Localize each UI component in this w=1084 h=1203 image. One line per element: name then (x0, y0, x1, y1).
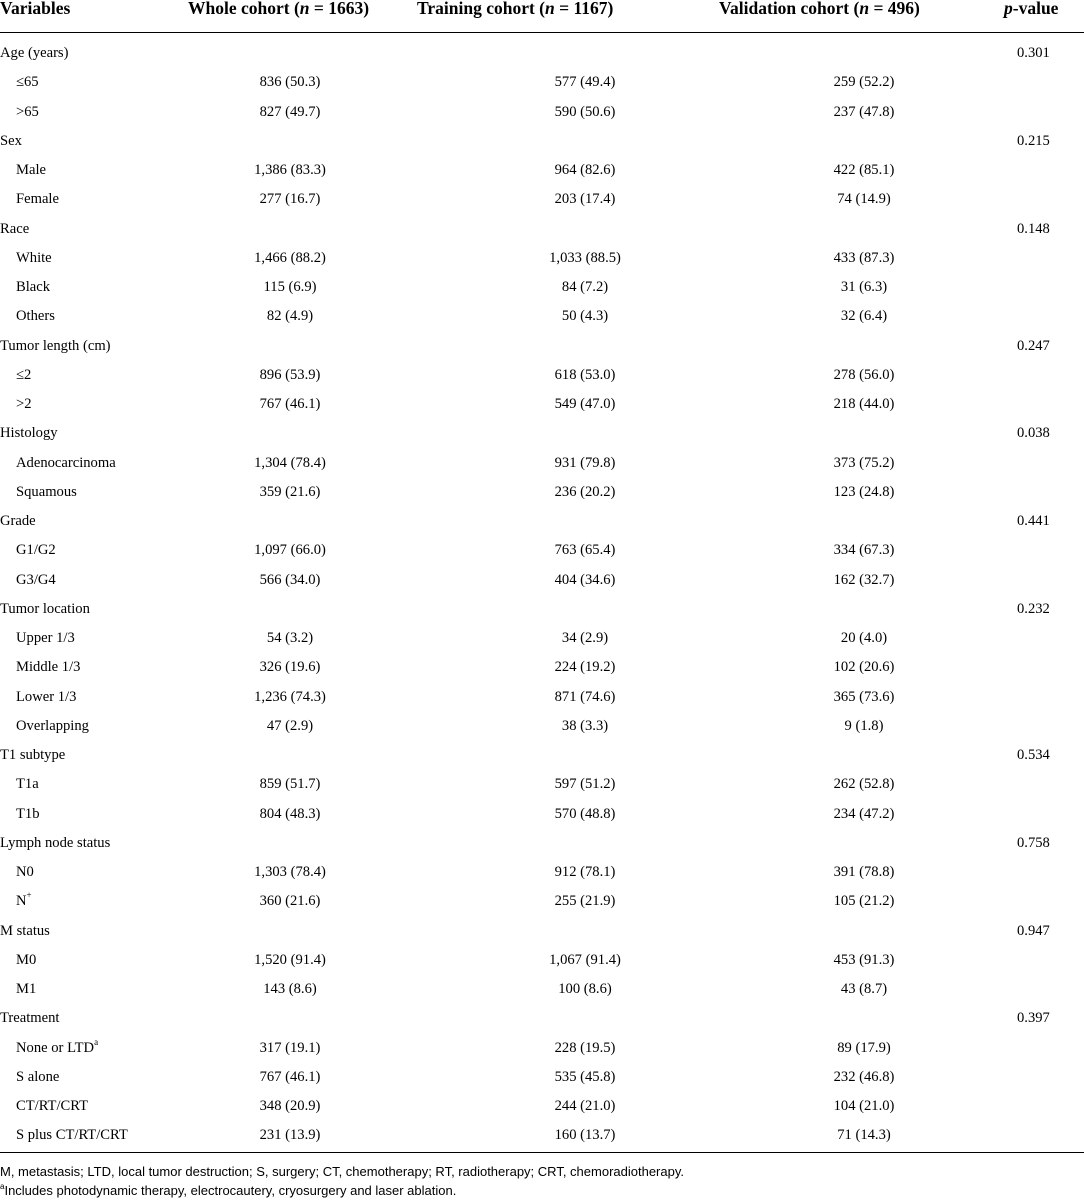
cell-whole-cohort: 1,303 (78.4) (254, 864, 326, 880)
cell-training-cohort: 597 (51.2) (554, 776, 616, 793)
cell-whole-cohort: 360 (21.6) (259, 893, 321, 910)
row-label (16, 718, 89, 735)
table-row (0, 536, 1084, 565)
bottom-rule (0, 1152, 1084, 1153)
row-label (16, 484, 77, 501)
row-label (16, 659, 80, 676)
cell-validation-cohort: 162 (32.7) (833, 571, 895, 588)
table-body (0, 39, 1084, 1151)
row-label-superscript: + (26, 890, 32, 901)
table-row (0, 361, 1084, 390)
footnote-a-marker: a (0, 1181, 5, 1191)
cell-training-cohort: 912 (78.1) (554, 864, 616, 880)
table-row (0, 185, 1084, 214)
cell-whole-cohort: 827 (49.7) (259, 103, 321, 120)
row-label-text: T1a (16, 776, 39, 793)
row-label (16, 1127, 128, 1144)
cell-validation-cohort: 433 (87.3) (833, 249, 895, 266)
cell-training-cohort: 160 (13.7) (554, 1127, 616, 1144)
cell-training-cohort: 50 (4.3) (561, 308, 609, 325)
cell-whole-cohort: 1,236 (74.3) (254, 688, 326, 705)
table-row (0, 566, 1084, 595)
cell-whole-cohort: 1,304 (78.4) (254, 454, 326, 471)
cell-training-cohort: 1,067 (91.4) (549, 951, 621, 968)
cell-p-value: 0.148 (1017, 220, 1050, 237)
table-row (0, 244, 1084, 273)
cell-validation-cohort: 237 (47.8) (833, 103, 895, 120)
cell-whole-cohort: 1,520 (91.4) (254, 951, 326, 968)
row-label-text: None or LTD (16, 1039, 95, 1056)
cell-validation-cohort: 105 (21.2) (833, 893, 895, 910)
row-label-text: Tumor location (0, 600, 90, 617)
row-label (0, 601, 90, 618)
cell-validation-cohort: 453 (91.3) (833, 951, 895, 968)
cell-whole-cohort: 54 (3.2) (266, 630, 314, 646)
row-label-text: M1 (16, 981, 37, 997)
row-label-text: Upper 1/3 (16, 630, 75, 646)
cell-whole-cohort: 1,097 (66.0) (254, 542, 326, 559)
cell-training-cohort: 38 (3.3) (561, 717, 609, 734)
cell-validation-cohort: 32 (6.4) (840, 308, 888, 325)
row-label-text: Grade (0, 513, 36, 529)
cell-validation-cohort: 422 (85.1) (833, 162, 895, 178)
row-label (0, 747, 65, 764)
table-row (0, 156, 1084, 185)
cell-validation-cohort: 102 (20.6) (833, 659, 895, 676)
cell-whole-cohort: 896 (53.9) (259, 366, 321, 383)
row-label (16, 279, 50, 296)
row-label (16, 630, 75, 647)
row-label (0, 835, 110, 852)
row-label-text: G3/G4 (16, 571, 56, 588)
table-row (0, 478, 1084, 507)
row-label-text: M0 (16, 951, 37, 968)
row-label-text: >2 (16, 396, 32, 412)
cell-training-cohort: 763 (65.4) (554, 542, 616, 559)
cell-training-cohort: 618 (53.0) (554, 366, 616, 383)
row-label (16, 191, 59, 208)
table-group-row (0, 917, 1084, 946)
row-label-text: S plus CT/RT/CRT (16, 1127, 128, 1144)
cell-whole-cohort: 1,466 (88.2) (254, 249, 326, 266)
cell-whole-cohort: 859 (51.7) (259, 776, 321, 793)
cell-whole-cohort: 836 (50.3) (259, 74, 321, 91)
row-label (16, 162, 46, 179)
row-label (0, 425, 58, 442)
table-row (0, 683, 1084, 712)
row-label-text: Lower 1/3 (16, 688, 77, 705)
cell-p-value: 0.397 (1017, 1010, 1050, 1027)
row-label-text: S alone (16, 1068, 60, 1085)
cell-p-value: 0.947 (1017, 922, 1050, 939)
row-label-text: ≤65 (16, 74, 39, 91)
row-label-text: M status (0, 922, 50, 939)
table-group-row (0, 127, 1084, 156)
row-label (16, 455, 116, 472)
cell-training-cohort: 224 (19.2) (554, 659, 616, 676)
row-label (16, 689, 76, 706)
row-label-superscript: a (94, 1036, 99, 1047)
cell-whole-cohort: 359 (21.6) (259, 483, 321, 500)
table-row (0, 302, 1084, 331)
row-label-text: Others (16, 308, 55, 325)
cell-whole-cohort: 277 (16.7) (259, 191, 321, 208)
cell-training-cohort: 236 (20.2) (554, 483, 616, 500)
table-group-row (0, 332, 1084, 361)
cell-p-value: 0.215 (1017, 132, 1050, 149)
table-group-row (0, 829, 1084, 858)
cell-training-cohort: 590 (50.6) (554, 103, 616, 120)
cell-whole-cohort: 348 (20.9) (259, 1098, 321, 1114)
table-group-row (0, 507, 1084, 536)
row-label (16, 1098, 88, 1115)
cell-p-value: 0.534 (1017, 747, 1050, 763)
row-label-text: Male (16, 162, 46, 178)
cell-whole-cohort: 82 (4.9) (266, 308, 314, 325)
row-label-text: Histology (0, 425, 58, 442)
cell-whole-cohort: 115 (6.9) (263, 279, 317, 295)
row-label-text: Treatment (0, 1010, 60, 1027)
cell-training-cohort: 404 (34.6) (554, 571, 616, 588)
cell-training-cohort: 34 (2.9) (561, 630, 609, 646)
cell-p-value: 0.038 (1017, 425, 1050, 442)
cell-training-cohort: 255 (21.9) (554, 893, 616, 910)
header-rule (0, 32, 1084, 33)
cell-validation-cohort: 31 (6.3) (840, 279, 888, 295)
cell-training-cohort: 228 (19.5) (554, 1039, 616, 1056)
row-label (16, 396, 32, 413)
row-label-text: N0 (16, 864, 34, 880)
row-label-text: N (16, 893, 27, 910)
row-label-text: Middle 1/3 (16, 659, 81, 676)
cell-training-cohort: 535 (45.8) (554, 1068, 616, 1085)
cell-training-cohort: 100 (8.6) (558, 981, 612, 997)
cell-p-value: 0.247 (1017, 337, 1050, 354)
cell-whole-cohort: 47 (2.9) (266, 717, 314, 734)
footnote-a-text: Includes photodynamic therapy, electrocautery, cryosurgery and laser ablation. (4, 1183, 457, 1198)
row-label (0, 338, 111, 355)
row-label (16, 308, 55, 325)
cell-validation-cohort: 20 (4.0) (840, 630, 888, 646)
row-label (0, 513, 36, 530)
table-row (0, 1092, 1084, 1121)
row-label (16, 864, 34, 881)
cell-p-value: 0.232 (1017, 600, 1050, 617)
row-label-text: White (16, 249, 52, 266)
row-label (16, 572, 56, 589)
table-row (0, 1034, 1084, 1063)
row-label (16, 250, 52, 267)
table-footnotes (0, 1164, 1084, 1202)
table-row (0, 800, 1084, 829)
row-label (0, 923, 50, 940)
table-group-row (0, 595, 1084, 624)
row-label-text: G1/G2 (16, 542, 56, 559)
cell-training-cohort: 577 (49.4) (554, 74, 616, 91)
table-row (0, 273, 1084, 302)
row-label (16, 776, 39, 793)
row-label (16, 1069, 59, 1086)
cell-whole-cohort: 804 (48.3) (259, 805, 321, 822)
header-validation-cohort: Validation cohort (n = 496) (719, 0, 920, 18)
row-label (0, 133, 22, 150)
row-label (16, 981, 36, 998)
cell-validation-cohort: 262 (52.8) (833, 776, 895, 793)
cell-whole-cohort: 326 (19.6) (259, 659, 321, 676)
row-label (0, 45, 68, 62)
cell-training-cohort: 931 (79.8) (554, 454, 616, 471)
cell-validation-cohort: 71 (14.3) (837, 1127, 891, 1144)
cell-validation-cohort: 123 (24.8) (833, 483, 895, 500)
cell-whole-cohort: 143 (8.6) (263, 981, 317, 997)
header-training-cohort: Training cohort (n = 1167) (417, 0, 614, 18)
cell-whole-cohort: 566 (34.0) (259, 571, 321, 588)
row-label (16, 952, 36, 969)
cell-validation-cohort: 218 (44.0) (833, 396, 895, 412)
cell-p-value: 0.301 (1017, 45, 1050, 61)
table-header-row (0, 0, 1084, 32)
table-row (0, 887, 1084, 916)
row-label-text: >65 (16, 103, 39, 120)
row-label (16, 104, 39, 121)
cell-training-cohort: 964 (82.6) (554, 162, 616, 178)
cell-training-cohort: 203 (17.4) (554, 191, 616, 208)
cell-validation-cohort: 9 (1.8) (844, 717, 884, 734)
cell-validation-cohort: 365 (73.6) (833, 688, 895, 705)
table-group-row (0, 215, 1084, 244)
cell-validation-cohort: 278 (56.0) (833, 366, 895, 383)
cell-whole-cohort: 767 (46.1) (259, 396, 321, 412)
header-p-value: p-value (1004, 0, 1059, 18)
cell-p-value: 0.441 (1017, 513, 1050, 529)
row-label (0, 1010, 59, 1027)
row-label (16, 890, 32, 910)
cell-validation-cohort: 43 (8.7) (840, 981, 888, 997)
row-label-text: Overlapping (16, 717, 89, 734)
cell-validation-cohort: 259 (52.2) (833, 74, 895, 91)
cell-validation-cohort: 74 (14.9) (837, 191, 891, 208)
header-whole-cohort: Whole cohort (n = 1663) (188, 0, 370, 18)
cell-whole-cohort: 1,386 (83.3) (254, 162, 326, 178)
row-label-text: Age (years) (0, 45, 69, 61)
cell-training-cohort: 549 (47.0) (554, 396, 616, 412)
row-label-text: T1 subtype (0, 747, 66, 763)
row-label-text: T1b (16, 805, 40, 822)
table-row (0, 858, 1084, 887)
table-row (0, 946, 1084, 975)
cell-whole-cohort: 767 (46.1) (259, 1068, 321, 1085)
footnote-a (0, 1183, 1084, 1202)
row-label (16, 367, 31, 384)
table-group-row (0, 39, 1084, 68)
table-row (0, 712, 1084, 741)
table-row (0, 1121, 1084, 1150)
table-row (0, 390, 1084, 419)
cell-p-value: 0.758 (1017, 834, 1050, 851)
table-row (0, 770, 1084, 799)
row-label-text: Adenocarcinoma (16, 454, 116, 471)
row-label-text: Squamous (16, 483, 77, 500)
row-label-text: Race (0, 220, 30, 237)
cell-whole-cohort: 317 (19.1) (259, 1039, 321, 1056)
row-label (16, 542, 56, 559)
row-label-text: CT/RT/CRT (16, 1098, 89, 1114)
row-label-text: Female (16, 191, 59, 208)
table-row (0, 653, 1084, 682)
cell-validation-cohort: 391 (78.8) (833, 864, 895, 880)
table-group-row (0, 419, 1084, 448)
row-label-text: Tumor length (cm) (0, 337, 111, 354)
table-row (0, 975, 1084, 1004)
table-row (0, 68, 1084, 97)
table-row (0, 98, 1084, 127)
row-label (16, 1036, 99, 1057)
row-label (16, 74, 39, 91)
cell-training-cohort: 871 (74.6) (554, 688, 616, 705)
table-row (0, 1063, 1084, 1092)
cell-whole-cohort: 231 (13.9) (259, 1127, 321, 1144)
cell-training-cohort: 244 (21.0) (554, 1098, 616, 1114)
row-label-text: Black (16, 279, 51, 295)
header-variables: Variables (0, 0, 71, 18)
table-group-row (0, 1004, 1084, 1033)
cell-validation-cohort: 373 (75.2) (833, 454, 895, 471)
table-row (0, 449, 1084, 478)
cell-validation-cohort: 334 (67.3) (833, 542, 895, 559)
cell-validation-cohort: 104 (21.0) (833, 1098, 895, 1114)
cell-training-cohort: 1,033 (88.5) (549, 249, 621, 266)
cell-validation-cohort: 232 (46.8) (833, 1068, 895, 1085)
row-label (0, 221, 29, 238)
row-label-text: ≤2 (16, 366, 32, 383)
cell-validation-cohort: 234 (47.2) (833, 805, 895, 822)
cell-training-cohort: 84 (7.2) (561, 279, 609, 295)
cell-validation-cohort: 89 (17.9) (837, 1039, 891, 1056)
footnote-abbreviations: M, metastasis; LTD, local tumor destruction; S, surgery; CT, chemotherapy; RT, radiotherapy; CRT, chemoradiotherapy. (0, 1164, 684, 1179)
table-row (0, 624, 1084, 653)
row-label-text: Sex (0, 132, 22, 149)
row-label (16, 806, 40, 823)
cell-training-cohort: 570 (48.8) (554, 805, 616, 822)
table-group-row (0, 741, 1084, 770)
row-label-text: Lymph node status (0, 834, 111, 851)
